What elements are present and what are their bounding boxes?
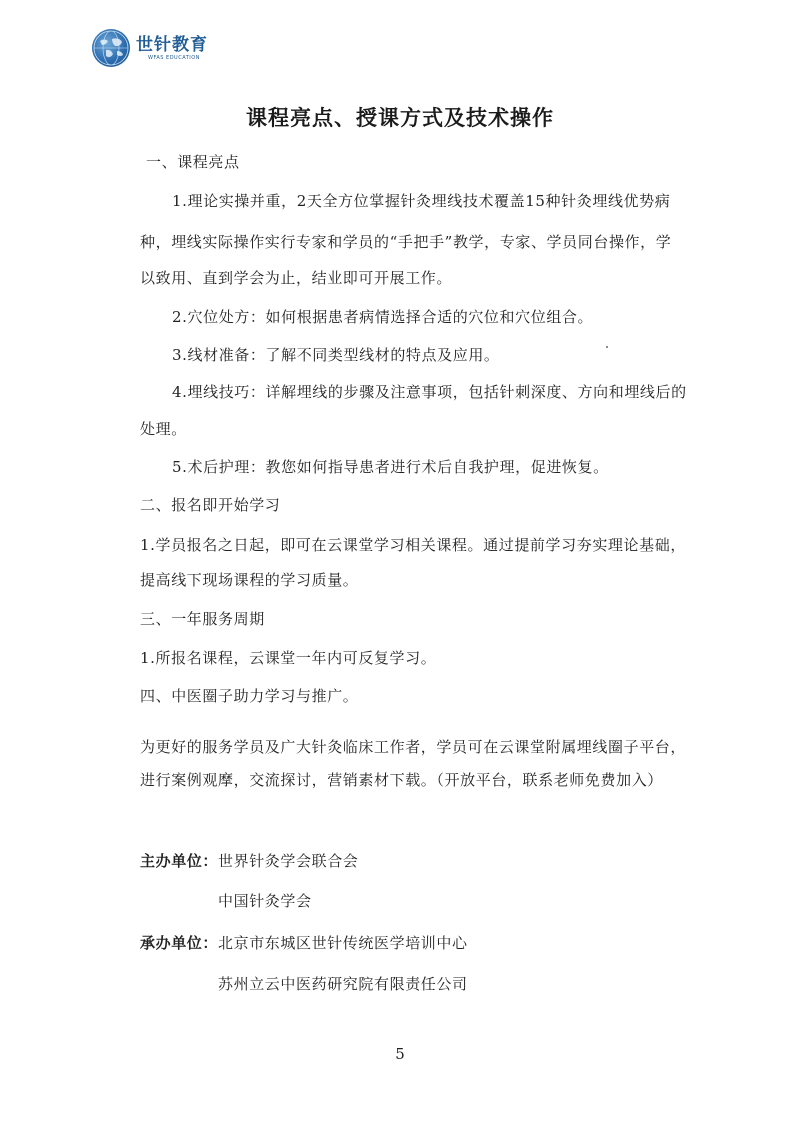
- section-heading-community: 四、中医圈子助力学习与推广。: [140, 687, 359, 705]
- host-1: 世界针灸学会联合会: [218, 852, 359, 870]
- globe-icon: [92, 29, 130, 67]
- highlight-item-4-line-1: 4.埋线技巧：详解埋线的步骤及注意事项，包括针刺深度、方向和埋线后的: [172, 383, 687, 401]
- highlight-item-5: 5.术后护理：教您如何指导患者进行术后自我护理，促进恢复。: [172, 458, 609, 476]
- undertaker-label: 承办单位：: [140, 934, 219, 952]
- highlight-item-3: 3.线材准备：了解不同类型线材的特点及应用。: [172, 346, 500, 364]
- enroll-line-2: 提高线下现场课程的学习质量。: [140, 571, 359, 589]
- section-heading-service: 三、一年服务周期: [140, 610, 265, 628]
- page-number: 5: [395, 1045, 405, 1063]
- highlight-item-4-line-2: 处理。: [140, 420, 187, 438]
- highlight-item-1-line-3: 以致用、直到学会为止，结业即可开展工作。: [140, 269, 453, 287]
- highlight-item-1-line-2: 种，埋线实际操作实行专家和学员的“手把手”教学，专家、学员同台操作，学: [140, 233, 672, 251]
- logo-subtitle: WFAS EDUCATION: [148, 54, 200, 61]
- highlight-item-1-line-1: 1.理论实操并重，2天全方位掌握针灸埋线技术覆盖15种针灸埋线优势病: [172, 192, 671, 210]
- scan-speck: [606, 346, 608, 348]
- enroll-line-1: 1.学员报名之日起，即可在云课堂学习相关课程。通过提前学习夯实理论基础，: [140, 536, 686, 554]
- undertaker-1: 北京市东城区世针传统医学培训中心: [218, 934, 468, 952]
- logo-name: 世针教育: [136, 34, 208, 55]
- host-2: 中国针灸学会: [218, 892, 312, 910]
- community-line-1: 为更好的服务学员及广大针灸临床工作者，学员可在云课堂附属埋线圈子平台，: [140, 738, 687, 756]
- service-line-1: 1.所报名课程，云课堂一年内可反复学习。: [140, 649, 437, 667]
- host-label: 主办单位：: [140, 852, 219, 870]
- document-title: 课程亮点、授课方式及技术操作: [246, 105, 554, 130]
- logo: [92, 28, 208, 68]
- community-line-2: 进行案例观摩，交流探讨，营销素材下载。（开放平台，联系老师免费加入）: [140, 771, 663, 789]
- highlight-item-2: 2.穴位处方：如何根据患者病情选择合适的穴位和穴位组合。: [172, 308, 594, 326]
- section-heading-enroll: 二、报名即开始学习: [140, 496, 281, 514]
- undertaker-2: 苏州立云中医药研究院有限责任公司: [218, 975, 468, 993]
- section-heading-highlights: 一、课程亮点: [146, 153, 240, 171]
